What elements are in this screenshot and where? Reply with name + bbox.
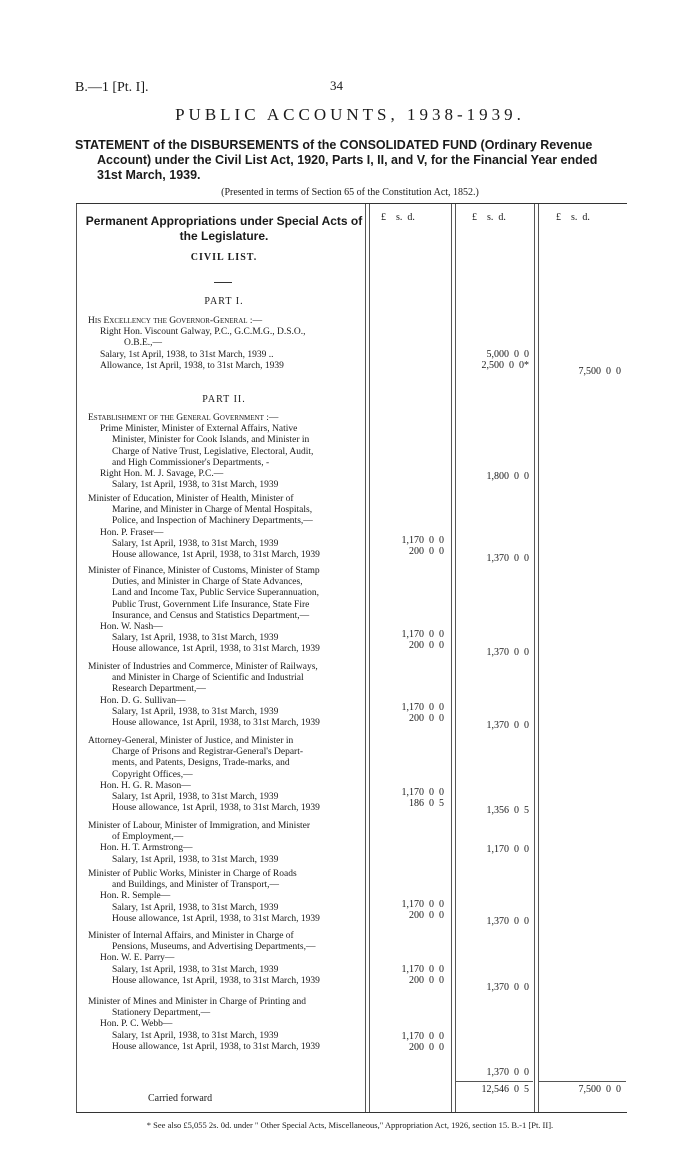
mason-total-amount: 1,356 0 5 [486,805,529,816]
entry-line: Copyright Offices,— [112,769,193,780]
statement-line-2: Account) under the Civil List Act, 1920, Parts I, II, and V, for the Financial Year ended [97,153,598,167]
webb-entry [88,997,363,1053]
column-divider-3 [534,204,539,1112]
nash-salary-amount: 1,170 0 0 [401,629,444,640]
part-2-heading: PART II. [202,394,246,405]
entry-line: Minister of Finance, Minister of Customs, Minister of Stamp [88,566,320,576]
entry-line: House allowance, 1st April, 1938, to 31st March, 1939 [112,644,320,655]
entry-line: Hon. R. Semple— [100,891,171,902]
entry-line: Hon. D. G. Sullivan— [100,695,186,706]
pm-total-amount: 1,800 0 0 [486,471,529,482]
prime-minister-entry [88,413,363,491]
page-number: 34 [330,78,343,93]
armstrong-total-amount: 1,170 0 0 [486,844,529,855]
carried-forward-col2: 12,546 0 5 [481,1084,529,1095]
entry-line: Hon. W. Nash— [100,622,163,633]
statement-heading [75,138,640,183]
entry-line: Right Hon. M. J. Savage, P.C.— [100,469,224,480]
entry-line: and Minister in Charge of Scientific and Industrial [112,673,304,684]
page-title: PUBLIC ACCOUNTS, 1938-1939. [175,105,525,124]
carried-forward-label: Carried forward [148,1093,213,1104]
semple-entry [88,869,363,925]
column-heading-line-1: Permanent Appropriations under Special Acts of [85,214,363,228]
fraser-total-amount: 1,370 0 0 [486,553,529,564]
entry-line: Hon. P. Fraser— [100,527,164,538]
entry-line: Pensions, Museums, and Advertising Departments,— [112,942,316,953]
fraser-house-amount: 200 0 0 [409,546,444,557]
entry-line: Duties, and Minister in Charge of State Advances, [112,577,303,588]
entry-line: Allowance, 1st April, 1938, to 31st March, 1939 [100,360,284,371]
entry-line: Marine, and Minister in Charge of Mental Hospitals, [112,505,313,516]
entry-line: His Excellency the Governor-General :— [88,316,263,326]
carried-forward-col3: 7,500 0 0 [578,1084,621,1095]
part-1-heading: PART I. [204,296,244,307]
currency-head-3: £ s. d. [556,212,590,223]
sullivan-entry [88,662,363,729]
column-heading-line-2: the Legislature. [179,229,269,243]
statement-line-3: 31st March, 1939. [97,168,201,182]
entry-line: Salary, 1st April, 1938, to 31st March, 1939 [112,706,279,717]
parry-entry [88,931,363,987]
entry-line: House allowance, 1st April, 1938, to 31st March, 1939 [112,718,320,729]
entry-line: Research Department,— [112,684,206,695]
entry-line: Hon. H. G. R. Mason— [100,780,191,791]
sullivan-salary-amount: 1,170 0 0 [401,702,444,713]
entry-line: Minister of Mines and Minister in Charge of Printing and [88,997,307,1007]
entry-line: House allowance, 1st April, 1938, to 31st March, 1939 [112,803,320,814]
entry-line: Minister of Internal Affairs, and Minister in Charge of [88,931,294,941]
entry-line: Land and Income Tax, Public Service Superannuation, [112,588,320,599]
entry-line: Minister of Public Works, Minister in Charge of Roads [88,869,297,879]
table-border-left [76,204,77,1112]
entry-line: Salary, 1st April, 1938, to 31st March, 1939 [112,480,279,491]
nash-house-amount: 200 0 0 [409,640,444,651]
webb-total-amount: 1,370 0 0 [486,1067,529,1078]
column-divider-2 [451,204,456,1112]
entry-line: Salary, 1st April, 1938, to 31st March, 1939 .. [100,349,274,360]
gg-allowance-amount: 2,500 0 0* [481,360,529,371]
webb-house-amount: 200 0 0 [409,1042,444,1053]
entry-line: Prime Minister, Minister of External Affairs, Native [100,424,298,435]
entry-line: Minister of Labour, Minister of Immigration, and Minister [88,821,311,831]
entry-line: Stationery Department,— [112,1008,211,1019]
gg-salary-amount: 5,000 0 0 [486,349,529,360]
entry-line: Minister, Minister for Cook Islands, and Minister in [112,435,310,446]
entry-line: House allowance, 1st April, 1938, to 31st March, 1939 [112,975,320,986]
presented-note: (Presented in terms of Section 65 of the Constitution Act, 1852.) [221,187,479,198]
entry-line: Salary, 1st April, 1938, to 31st March, 1939 [112,792,279,803]
parry-house-amount: 200 0 0 [409,975,444,986]
entry-line: Police, and Inspection of Machinery Departments,— [112,516,313,527]
semple-salary-amount: 1,170 0 0 [401,899,444,910]
gg-total-amount: 7,500 0 0 [578,366,621,377]
entry-line: Charge of Prisons and Registrar-General's Depart- [112,747,304,758]
entry-line: ments, and Patents, Designs, Trade-marks, and [112,758,290,769]
entry-line: House allowance, 1st April, 1938, to 31st March, 1939 [112,550,320,561]
entry-line: House allowance, 1st April, 1938, to 31st March, 1939 [112,913,320,924]
entry-line: Salary, 1st April, 1938, to 31st March, 1939 [112,854,279,865]
sum-rule-col3 [538,1081,626,1082]
entry-line: Establishment of the General Government :— [88,413,279,423]
semple-total-amount: 1,370 0 0 [486,916,529,927]
sullivan-house-amount: 200 0 0 [409,713,444,724]
entry-line: Minister of Industries and Commerce, Minister of Railways, [88,662,318,672]
mason-salary-amount: 1,170 0 0 [401,787,444,798]
currency-head-2: £ s. d. [472,212,506,223]
entry-line: Charge of Native Trust, Legislative, Electoral, Audit, [112,446,314,457]
nash-total-amount: 1,370 0 0 [486,647,529,658]
entry-line: and High Commissioner's Departments, - [112,457,270,468]
disbursements-table [76,203,627,1113]
mason-entry [88,736,363,814]
governor-general-entry [88,316,363,372]
entry-line: Hon. W. E. Parry— [100,953,175,964]
entry-line: of Employment,— [112,832,184,843]
entry-line: and Buildings, and Minister of Transport,— [112,880,280,891]
nash-entry [88,566,363,656]
sullivan-total-amount: 1,370 0 0 [486,720,529,731]
entry-line: Attorney-General, Minister of Justice, and Minister in [88,736,294,746]
entry-line: Salary, 1st April, 1938, to 31st March, 1939 [112,964,279,975]
entry-line: Salary, 1st April, 1938, to 31st March, 1939 [112,538,279,549]
parry-salary-amount: 1,170 0 0 [401,964,444,975]
fraser-entry [88,494,363,561]
currency-head-1: £ s. d. [381,212,415,223]
semple-house-amount: 200 0 0 [409,910,444,921]
entry-line: Minister of Education, Minister of Health, Minister of [88,494,294,504]
entry-line: O.B.E.,— [124,338,162,349]
column-heading [84,214,364,244]
report-reference: B.—1 [Pt. I]. [75,80,149,95]
entry-line: Insurance, and Census and Statistics Department,— [112,610,310,621]
entry-line: Right Hon. Viscount Galway, P.C., G.C.M.G., D.S.O., [100,327,306,338]
entry-line: Salary, 1st April, 1938, to 31st March, 1939 [112,633,279,644]
armstrong-entry [88,821,363,866]
civil-list-heading: CIVIL LIST. [190,252,258,263]
entry-line: Salary, 1st April, 1938, to 31st March, 1939 [112,1030,279,1041]
entry-line: Hon. P. C. Webb— [100,1019,173,1030]
webb-salary-amount: 1,170 0 0 [401,1031,444,1042]
entry-line: Hon. H. T. Armstrong— [100,843,193,854]
statement-line-1: STATEMENT of the DISBURSEMENTS of the CONSOLIDATED FUND (Ordinary Revenue [75,138,593,152]
entry-line: Public Trust, Government Life Insurance, State Fire [112,599,310,610]
parry-total-amount: 1,370 0 0 [486,982,529,993]
entry-line: Salary, 1st April, 1938, to 31st March, 1939 [112,902,279,913]
fraser-salary-amount: 1,170 0 0 [401,535,444,546]
footnote: * See also £5,055 2s. 0d. under " Other Special Acts, Miscellaneous," Appropriation Act, 1926, section 15. B.-1 [Pt. II]. [146,1120,554,1130]
sum-rule-col2 [455,1081,533,1082]
mason-house-amount: 186 0 5 [409,798,444,809]
entry-line: House allowance, 1st April, 1938, to 31st March, 1939 [112,1041,320,1052]
heading-rule [214,282,232,283]
column-divider-1 [365,204,370,1112]
